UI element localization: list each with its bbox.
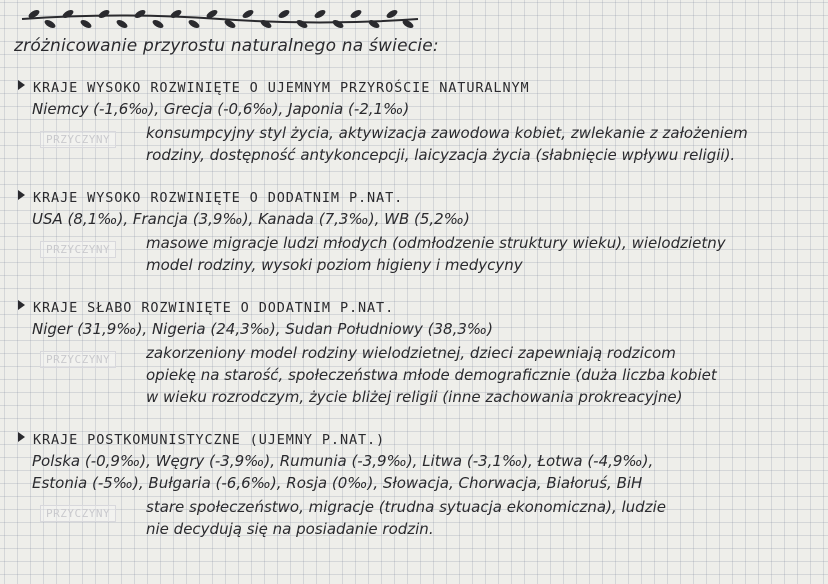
country-list: Niger (31,9‰), Nigeria (24,3‰), Sudan Południowy (38,3‰) [32, 320, 493, 338]
section-title: KRAJE SŁABO ROZWINIĘTE O DODATNIM P.NAT. [18, 298, 818, 318]
bullet-icon [18, 300, 25, 310]
section-title: KRAJE POSTKOMUNISTYCZNE (UJEMNY P.NAT.) [18, 430, 818, 450]
bullet-icon [18, 190, 25, 200]
reason-line: stare społeczeństwo, migracje (trudna sytuacja ekonomiczna), ludzie [146, 498, 666, 516]
bullet-icon [18, 80, 25, 90]
country-list: USA (8,1‰), Francja (3,9‰), Kanada (7,3‰), WB (5,2‰) [32, 210, 470, 228]
reason-line: rodziny, dostępność antykoncepcji, laicyzacja życia (słabnięcie wpływu religii). [146, 146, 736, 164]
reason-line: masowe migracje ludzi młodych (odmłodzenie struktury wieku), wielodzietny [146, 234, 726, 252]
section-developing-positive [18, 298, 818, 408]
reasons-stamp: PRZYCZYNY [40, 351, 116, 368]
leaf-vine-decoration [20, 6, 420, 32]
reason-line: model rodziny, wysoki poziom higieny i medycyny [146, 256, 523, 274]
reasons-stamp: PRZYCZYNY [40, 131, 116, 148]
reason-line: opiekę na starość, społeczeństwa młode demograficznie (duża liczba kobiet [146, 366, 717, 384]
reasons-block [18, 342, 818, 408]
country-list: Polska (-0,9‰), Węgry (-3,9‰), Rumunia (-3,9‰), Litwa (-3,1‰), Łotwa (-4,9‰), [32, 452, 654, 470]
reasons-stamp: PRZYCZYNY [40, 241, 116, 258]
section-postcommunist [18, 430, 818, 540]
reasons-text [146, 342, 818, 408]
bullet-icon [18, 432, 25, 442]
reason-line: w wieku rozrodczym, życie bliżej religii (inne zachowania prokreacyjne) [146, 388, 683, 406]
reasons-block [18, 232, 818, 276]
reasons-text [146, 232, 818, 276]
section-developed-positive [18, 188, 818, 276]
reasons-text [146, 122, 818, 166]
section-developed-negative [18, 78, 818, 166]
reasons-block [18, 122, 818, 166]
reason-line: zakorzeniony model rodziny wielodzietnej, dzieci zapewniają rodzicom [146, 344, 676, 362]
reasons-stamp: PRZYCZYNY [40, 505, 116, 522]
country-list: Niemcy (-1,6‰), Grecja (-0,6‰), Japonia (-2,1‰) [32, 100, 410, 118]
reason-line: konsumpcyjny styl życia, aktywizacja zawodowa kobiet, zwlekanie z założeniem [146, 124, 748, 142]
reasons-text [146, 496, 818, 540]
page-heading: zróżnicowanie przyrostu naturalnego na świecie: [14, 36, 439, 56]
section-title: KRAJE WYSOKO ROZWINIĘTE O DODATNIM P.NAT. [18, 188, 818, 208]
section-title: KRAJE WYSOKO ROZWINIĘTE O UJEMNYM PRZYROŚCIE NATURALNYM [18, 78, 818, 98]
country-list: Estonia (-5‰), Bułgaria (-6,6‰), Rosja (0‰), Słowacja, Chorwacja, Białoruś, BiH [32, 474, 643, 492]
reason-line: nie decydują się na posiadanie rodzin. [146, 520, 434, 538]
reasons-block [18, 496, 818, 540]
